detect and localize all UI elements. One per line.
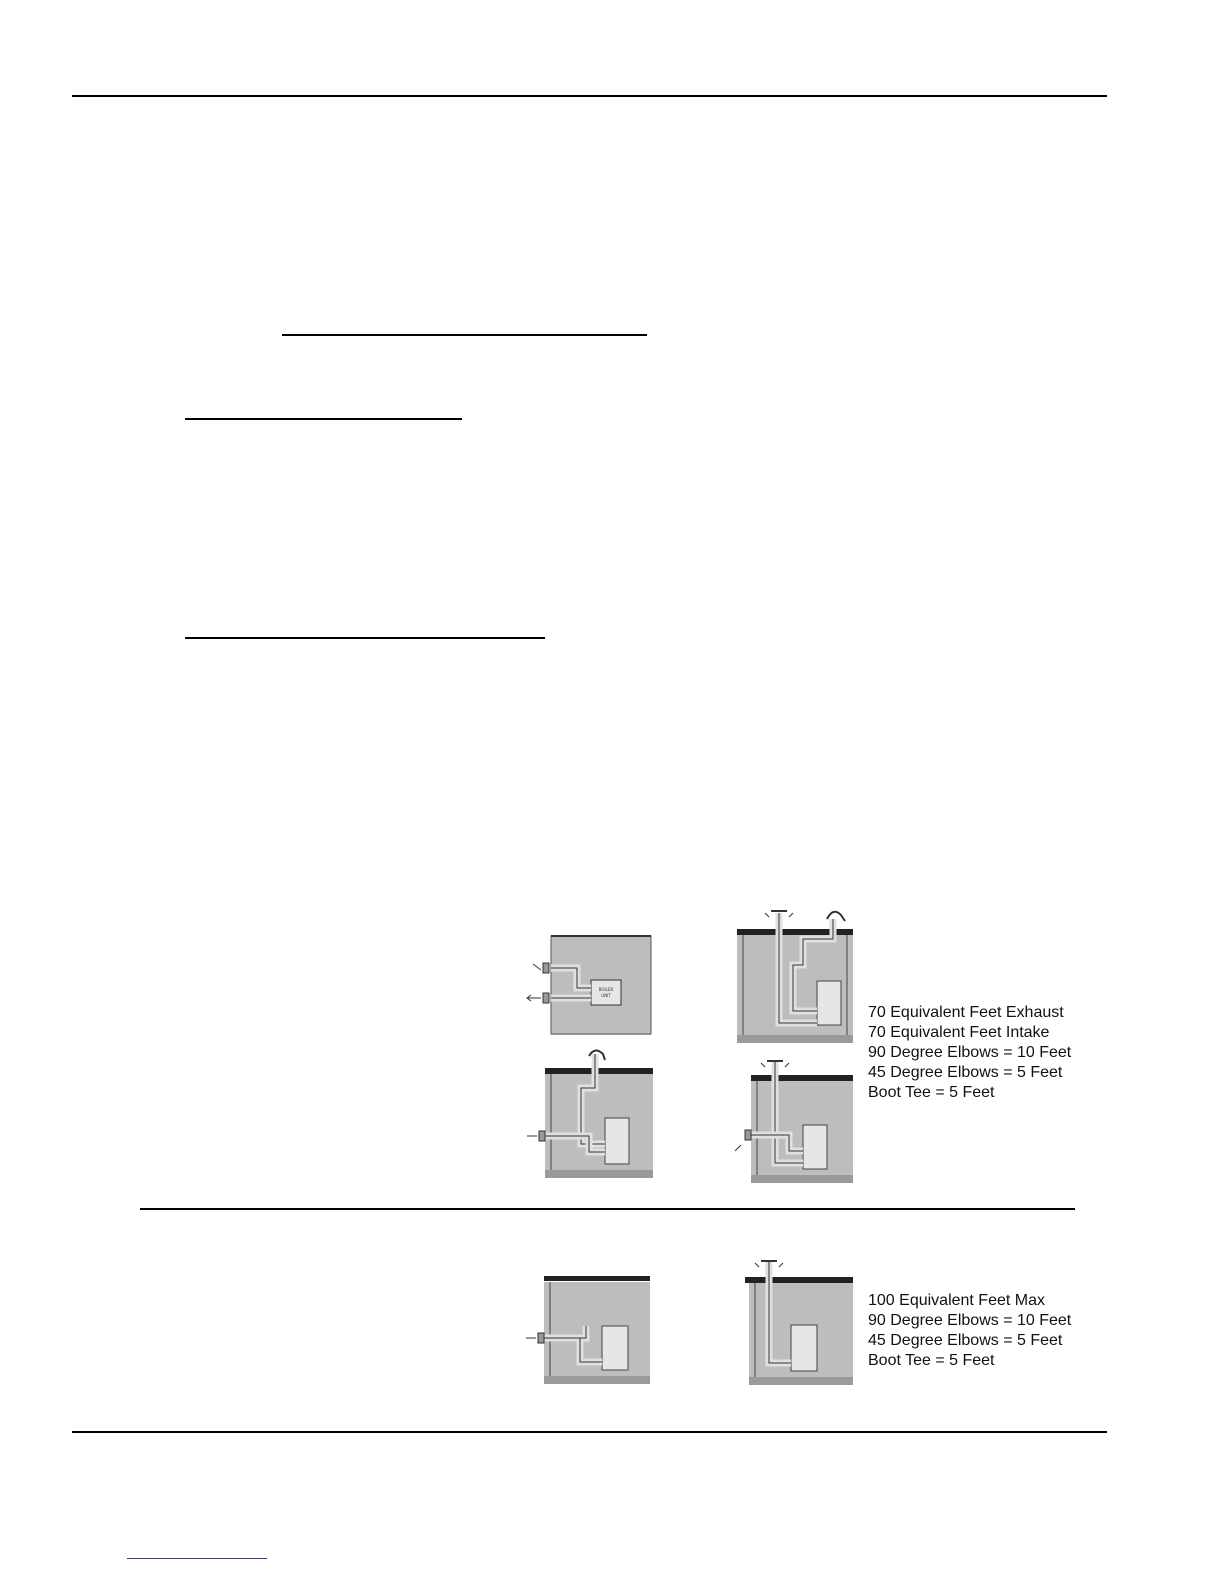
sidewall-single-pipe-diagram bbox=[522, 1270, 654, 1390]
footer-rule bbox=[72, 1431, 1107, 1433]
roof-vent-sidewall-intake-diagram bbox=[733, 1055, 857, 1187]
roof-exhaust-sidewall-intake-diagram bbox=[525, 1048, 657, 1186]
footer-link-underline[interactable] bbox=[127, 1558, 267, 1559]
direct-vent-spec-list bbox=[868, 1003, 1071, 1103]
svg-text:UNIT: UNIT bbox=[601, 993, 611, 998]
heading-underline-3 bbox=[185, 637, 545, 639]
svg-text:BOILER: BOILER bbox=[598, 987, 614, 992]
spec-item: 90 Degree Elbows = 10 Feet bbox=[868, 1044, 1072, 1061]
spec-item: Boot Tee = 5 Feet bbox=[868, 1084, 995, 1101]
single-pipe-spec-list bbox=[868, 1291, 1071, 1371]
spec-item: 45 Degree Elbows = 5 Feet bbox=[868, 1064, 1063, 1081]
spec-item: 90 Degree Elbows = 10 Feet bbox=[868, 1312, 1072, 1329]
header-rule bbox=[72, 95, 1107, 97]
spec-item: 70 Equivalent Feet Intake bbox=[868, 1024, 1050, 1041]
spec-item: 45 Degree Elbows = 5 Feet bbox=[868, 1332, 1063, 1349]
spec-item: 70 Equivalent Feet Exhaust bbox=[868, 1004, 1064, 1021]
heading-underline-1 bbox=[282, 334, 647, 336]
spec-item: 100 Equivalent Feet Max bbox=[868, 1292, 1045, 1309]
section-divider-rule bbox=[140, 1208, 1075, 1210]
sidewall-vent-diagram bbox=[525, 930, 655, 1042]
roof-vent-intake-diagram bbox=[733, 905, 857, 1045]
heading-underline-2 bbox=[185, 418, 462, 420]
vertical-single-pipe-diagram bbox=[733, 1255, 857, 1391]
spec-item: Boot Tee = 5 Feet bbox=[868, 1352, 995, 1369]
